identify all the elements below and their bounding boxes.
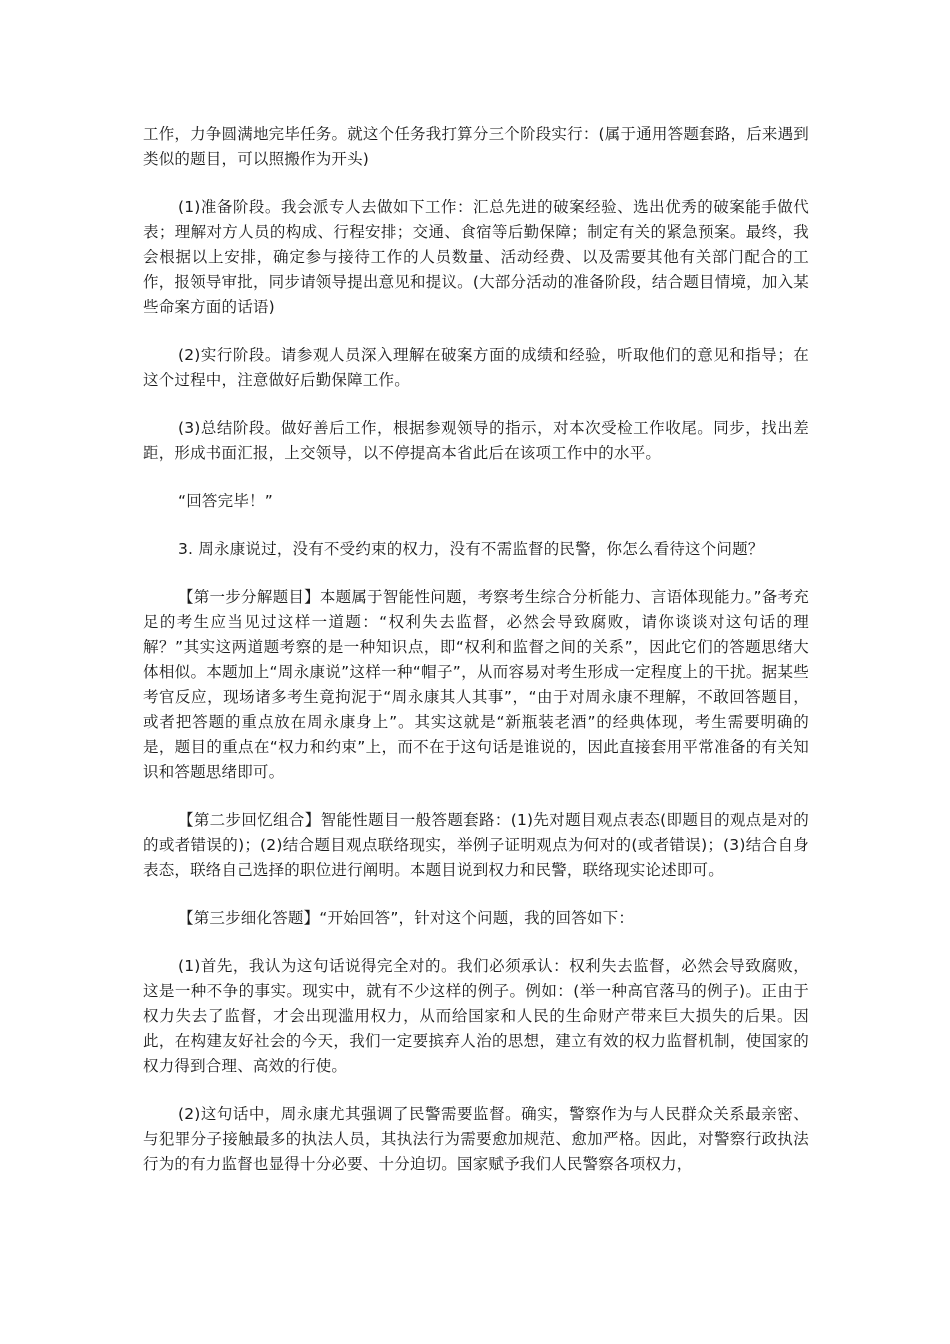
paragraph-answer-1: (1)首先，我认为这句话说得完全对的。我们必须承认：权利失去监督，必然会导致腐败，这是一种不争的事实。现实中，就有不少这样的例子。例如：(举一种高官落马的例子)。正由于权力失去了监督，才会出现滥用权力，从而给国家和人民的生命财产带来巨大损失的后果。因此，在构建友好社会的今天，我们一定要摈弃人治的思想，建立有效的权力监督机制，使国家的权力得到合理、高效的行使。 <box>143 957 809 1075</box>
paragraph-answer-done: “回答完毕！” <box>178 492 273 510</box>
paragraph-step-1: 【第一步分解题目】本题属于智能性问题，考察考生综合分析能力、言语体现能力。”备考充足的考生应当见过这样一道题：“权利失去监督，必然会导致腐败，请你谈谈对这句话的理解？”其实这两道题考察的是一种知识点，即“权利和监督之间的关系”，因此它们的答题思绪大体相似。本题加上“周永康说”这样一种“帽子”，从而容易对考生形成一定程度上的干扰。据某些考官反应，现场诸多考生竟拘泥于“周永康其人其事”，“由于对周永康不理解，不敢回答题目，或者把答题的重点放在周永康身上”。其实这就是“新瓶装老酒”的经典体现，考生需要明确的是，题目的重点在“权力和约束”上，而不在于这句话是谁说的，因此直接套用平常准备的有关知识和答题思绪即可。 <box>143 588 809 781</box>
document-page <box>143 122 809 1200</box>
question-3: 3. 周永康说过，没有不受约束的权力，没有不需监督的民警，你怎么看待这个问题？ <box>178 540 764 558</box>
paragraph-summary-stage: (3)总结阶段。做好善后工作，根据参观领导的指示，对本次受检工作收尾。同步，找出差距，形成书面汇报，上交领导，以不停提高本省此后在该项工作中的水平。 <box>143 419 809 462</box>
paragraph-step-2: 【第二步回忆组合】智能性题目一般答题套路：(1)先对题目观点表态(即题目的观点是对的的或者错误的)；(2)结合题目观点联络现实，举例子证明观点为何对的(或者错误)；(3)结合自身表态，联络自己选择的职位进行阐明。本题目说到权力和民警，联络现实论述即可。 <box>143 811 809 879</box>
paragraph-exec-stage: (2)实行阶段。请参观人员深入理解在破案方面的成绩和经验，听取他们的意见和指导；在这个过程中，注意做好后勤保障工作。 <box>143 346 809 389</box>
paragraph-prep-stage: (1)准备阶段。我会派专人去做如下工作：汇总先进的破案经验、选出优秀的破案能手做代表；理解对方人员的构成、行程安排；交通、食宿等后勤保障；制定有关的紧急预案。最终，我会根据以上安排，确定参与接待工作的人员数量、活动经费、以及需要其他有关部门配合的工作，报领导审批，同步请领导提出意见和提议。(大部分活动的准备阶段，结合题目情境，加入某些命案方面的话语) <box>143 198 809 316</box>
paragraph-answer-2: (2)这句话中，周永康尤其强调了民警需要监督。确实，警察作为与人民群众关系最亲密、与犯罪分子接触最多的执法人员，其执法行为需要愈加规范、愈加严格。因此，对警察行政执法行为的有力监督也显得十分必要、十分迫切。国家赋予我们人民警察各项权力， <box>143 1105 809 1173</box>
paragraph-step-3: 【第三步细化答题】“开始回答”，针对这个问题，我的回答如下： <box>178 909 635 927</box>
paragraph-intro: 工作，力争圆满地完毕任务。就这个任务我打算分三个阶段实行：(属于通用答题套路，后来遇到类似的题目，可以照搬作为开头) <box>143 125 809 168</box>
